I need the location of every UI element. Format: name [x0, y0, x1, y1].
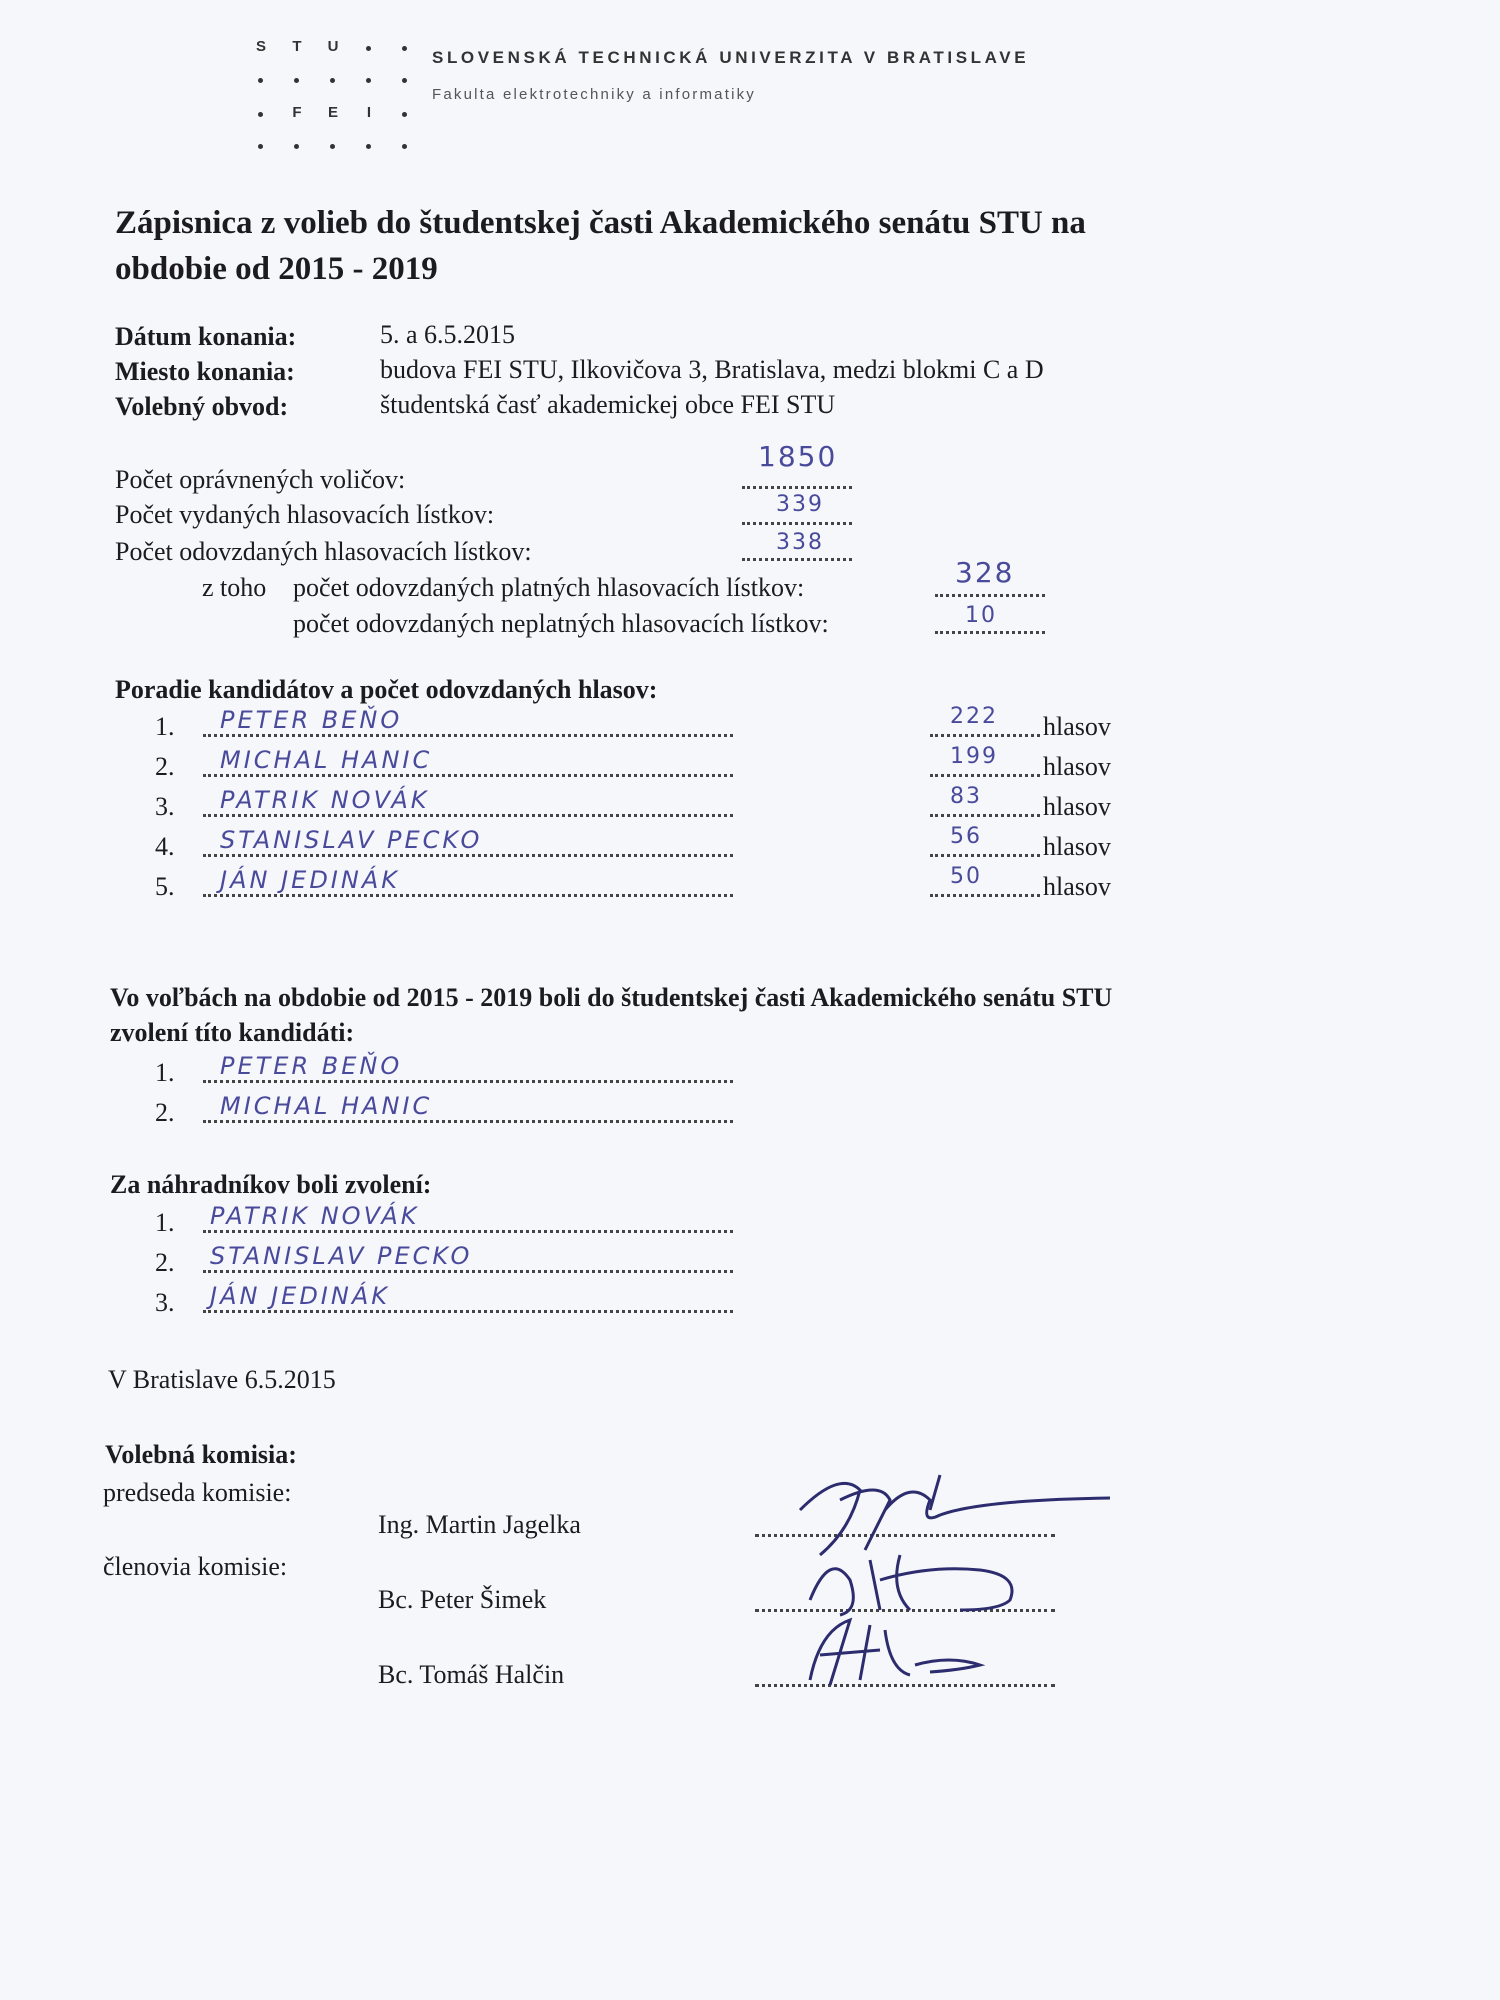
dotted-line [930, 890, 1040, 897]
logo-dot [330, 78, 335, 83]
valid-ballots-value: 328 [955, 556, 1015, 589]
substitute-name: STANISLAV PECKO [210, 1242, 473, 1270]
elected-number: 2. [155, 1098, 175, 1127]
logo-dot [294, 144, 299, 149]
returned-ballots-value: 338 [776, 530, 824, 555]
logo-dot [366, 46, 371, 51]
ranking-votes: 222 [950, 704, 998, 729]
district-label: Volebný obvod: [115, 392, 289, 421]
commission-heading: Volebná komisia: [105, 1440, 297, 1469]
member-2-signature [790, 1610, 1010, 1690]
ranking-number: 2. [155, 752, 175, 781]
place-label: Miesto konania: [115, 357, 295, 386]
substitute-number: 3. [155, 1288, 175, 1317]
elected-number: 1. [155, 1058, 175, 1087]
logo-dot [258, 112, 263, 117]
date-value: 5. a 6.5.2015 [380, 320, 516, 349]
ranking-number: 5. [155, 872, 175, 901]
title-line-1: Zápisnica z volieb do študentskej časti Akademického senátu STU na [115, 205, 1086, 241]
logo-dot [258, 78, 263, 83]
faculty-name: Fakulta elektrotechniky a informatiky [432, 86, 756, 103]
elected-heading-line-1: Vo voľbách na obdobie od 2015 - 2019 boli do študentskej časti Akademického senátu STU [110, 983, 1113, 1012]
member-2-name: Bc. Tomáš Halčin [378, 1660, 565, 1689]
logo-letter-e: E [327, 104, 338, 121]
logo-dot [402, 46, 407, 51]
votes-unit: hlasov [1043, 832, 1111, 861]
logo-letter-i: I [366, 104, 372, 121]
date-label: Dátum konania: [115, 322, 297, 351]
dotted-line [930, 810, 1040, 817]
invalid-ballots-value: 10 [965, 603, 997, 628]
logo-dot [258, 144, 263, 149]
ranking-number: 4. [155, 832, 175, 861]
ranking-votes: 56 [950, 824, 982, 849]
member-1-signature [780, 1540, 1080, 1620]
place-value: budova FEI STU, Ilkovičova 3, Bratislava, medzi blokmi C a D [380, 355, 1044, 384]
logo-letter-s: S [255, 38, 266, 55]
district-value: študentská časť akademickej obce FEI STU [380, 390, 836, 419]
substitute-number: 2. [155, 1248, 175, 1277]
ranking-candidate-name: STANISLAV PECKO [220, 826, 483, 854]
member-1-name: Bc. Peter Šimek [378, 1585, 547, 1614]
ranking-heading: Poradie kandidátov a počet odovzdaných hlasov: [115, 675, 658, 704]
dotted-line [930, 770, 1040, 777]
ranking-candidate-name: PETER BEŇO [220, 706, 403, 734]
logo-dot [402, 78, 407, 83]
of-which-label: z toho [202, 573, 267, 602]
issued-ballots-label: Počet vydaných hlasovacích lístkov: [115, 500, 495, 529]
dotted-line [742, 482, 852, 489]
votes-unit: hlasov [1043, 712, 1111, 741]
logo-letter-f: F [292, 104, 302, 121]
logo-dot [402, 144, 407, 149]
valid-ballots-label: počet odovzdaných platných hlasovacích lístkov: [293, 573, 805, 602]
dotted-line [935, 627, 1045, 634]
issued-ballots-value: 339 [776, 492, 824, 517]
elected-heading-line-2: zvolení títo kandidáti: [110, 1018, 355, 1047]
elected-candidate-name: PETER BEŇO [220, 1052, 403, 1080]
stu-fei-logo [250, 38, 410, 158]
invalid-ballots-label: počet odovzdaných neplatných hlasovacích lístkov: [293, 609, 829, 638]
substitutes-heading: Za náhradníkov boli zvolení: [110, 1170, 432, 1199]
dotted-line [742, 554, 852, 561]
university-name: SLOVENSKÁ TECHNICKÁ UNIVERZITA V BRATISLAVE [432, 48, 1030, 67]
ranking-candidate-name: JÁN JEDINÁK [220, 866, 400, 894]
votes-unit: hlasov [1043, 792, 1111, 821]
substitute-name: PATRIK NOVÁK [210, 1202, 420, 1230]
ranking-candidate-name: MICHAL HANIC [220, 746, 433, 774]
ranking-votes: 199 [950, 744, 998, 769]
dotted-line [930, 730, 1040, 737]
substitute-number: 1. [155, 1208, 175, 1237]
logo-dot [366, 144, 371, 149]
document-title [115, 200, 1315, 292]
members-label: členovia komisie: [103, 1552, 288, 1581]
dotted-line [935, 590, 1045, 597]
eligible-voters-value: 1850 [758, 440, 838, 473]
title-line-2: obdobie od 2015 - 2019 [115, 251, 438, 287]
dotted-line [742, 518, 852, 525]
logo-dot [330, 144, 335, 149]
dotted-line [930, 850, 1040, 857]
returned-ballots-label: Počet odovzdaných hlasovacích lístkov: [115, 537, 532, 566]
ranking-number: 3. [155, 792, 175, 821]
logo-letter-u: U [327, 38, 339, 55]
votes-unit: hlasov [1043, 872, 1111, 901]
logo-dot [402, 112, 407, 117]
logo-dot [366, 78, 371, 83]
ranking-number: 1. [155, 712, 175, 741]
logo-dot [294, 78, 299, 83]
eligible-voters-label: Počet oprávnených voličov: [115, 465, 406, 494]
chair-name: Ing. Martin Jagelka [378, 1510, 581, 1539]
ranking-candidate-name: PATRIK NOVÁK [220, 786, 430, 814]
ranking-votes: 83 [950, 784, 982, 809]
ranking-votes: 50 [950, 864, 982, 889]
votes-unit: hlasov [1043, 752, 1111, 781]
place-date: V Bratislave 6.5.2015 [108, 1365, 336, 1394]
elected-candidate-name: MICHAL HANIC [220, 1092, 433, 1120]
chair-label: predseda komisie: [103, 1478, 292, 1507]
substitute-name: JÁN JEDINÁK [210, 1282, 390, 1310]
logo-letter-t: T [292, 38, 302, 55]
